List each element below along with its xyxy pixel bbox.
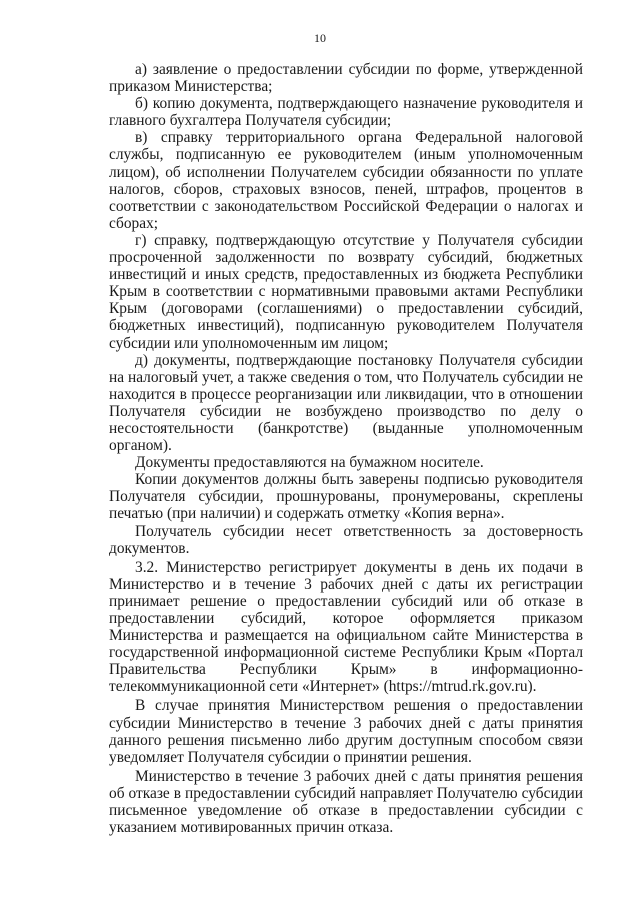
paragraph-v: в) справку территориального органа Федеральной налоговой службы, подписанную ее руководителем (иным уполномоченным лицом), об исполнении Получателем субсидии обязанности по уплате налогов, сборов, страховых взносов, пеней, штрафов, процентов в соответствии с законодательством Российской Федерации о налогах и сборах; [109, 129, 583, 232]
paragraph-copies-certification: Копии документов должны быть заверены подписью руководителя Получателя субсидии, прошнурованы, пронумерованы, скреплены печатью (при наличии) и содержать отметку «Копия верна». [109, 471, 583, 523]
paragraph-responsibility: Получатель субсидии несет ответственность за достоверность документов. [109, 522, 583, 557]
paragraph-paper-medium: Документы предоставляются на бумажном носителе. [135, 454, 484, 472]
paragraph-a: а) заявление о предоставлении субсидии по форме, утвержденной приказом Министерства; [109, 61, 583, 96]
page-number: 10 [314, 31, 326, 45]
paragraph-3-2: 3.2. Министерство регистрирует документы в день их подачи в Министерство и в течение 3 рабочих дней с даты их регистрации принимает решение о предоставлении субсидий или об отказе в предоставлении субсидий, которое оформляется приказом Министерства и размещается на официальном сайте Министерства в государственной информационной системе Республики Крым «Портал Правительства Республики Крым» в информационно-телекоммуникационной сети «Интернет» (https://mtrud.rk.gov.ru). [109, 558, 583, 696]
document-body [109, 61, 583, 836]
paragraph-b: б) копию документа, подтверждающего назначение руководителя и главного бухгалтера Получателя субсидии; [109, 95, 583, 130]
paragraph-d: д) документы, подтверждающие постановку Получателя субсидии на налоговый учет, а также сведения о том, что Получатель субсидии не находится в процессе реорганизации или ликвидации, что в отношении Получателя субсидии не возбуждено производство по делу о несостоятельности (банкротстве) (выданные уполномоченным органом). [109, 351, 583, 455]
paragraph-g: г) справку, подтверждающую отсутствие у Получателя субсидии просроченной задолженности по возврату субсидий, бюджетных инвестиций и иных средств, предоставленных из бюджета Республики Крым в соответствии с нормативными правовыми актами Республики Крым (договорами (соглашениями) о предоставлении субсидий, бюджетных инвестиций), подписанную руководителем Получателя субсидии или уполномоченным им лицом; [109, 231, 583, 352]
paragraph-refusal-notice: Министерство в течение 3 рабочих дней с даты принятия решения об отказе в предоставлении субсидий направляет Получателю субсидии письменное уведомление об отказе в предоставлении субсидии с указанием мотивированных причин отказа. [109, 767, 583, 837]
paragraph-approval-notice: В случае принятия Министерством решения о предоставлении субсидии Министерство в течение 3 рабочих дней с даты принятия данного решения письменно либо другим доступным способом связи уведомляет Получателя субсидии о принятии решения. [109, 697, 583, 766]
